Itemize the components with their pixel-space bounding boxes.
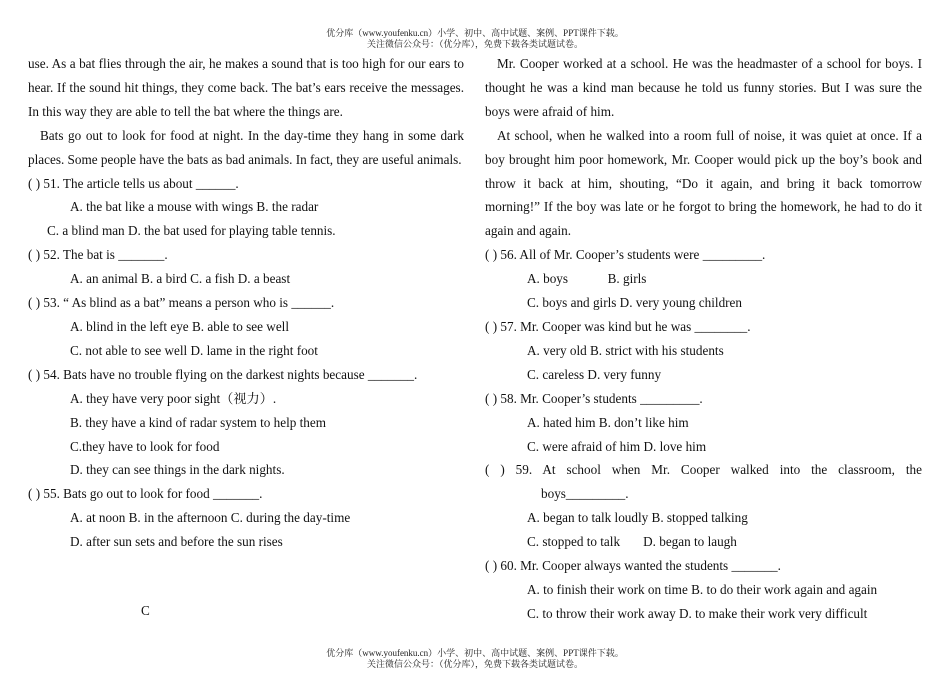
question-54-option-b: B. they have a kind of radar system to help them	[70, 414, 326, 430]
question-51: ( ) 51. The article tells us about ______.	[28, 175, 239, 191]
question-54-option-a: A. they have very poor sight（视力）.	[70, 390, 277, 406]
question-60-options-ab: A. to finish their work on time B. to do their work again and again	[527, 581, 878, 597]
question-52-options: A. an animal B. a bird C. a fish D. a beast	[70, 271, 291, 287]
question-55: ( ) 55. Bats go out to look for food _______.	[28, 486, 263, 502]
question-53-options-cd: C. not able to see well D. lame in the right foot	[70, 342, 318, 358]
question-59: ( ) 59. At school when Mr. Cooper walked into the classroom, the	[485, 462, 922, 478]
question-59-options-cd: C. stopped to talk D. began to laugh	[527, 534, 737, 550]
right-column	[485, 52, 922, 626]
section-c-heading: C	[141, 603, 150, 618]
passage-c-paragraph-1: Mr. Cooper worked at a school. He was the headmaster of a school for boys. I thought he was a kind man because he told us funny stories. But I was sure the boys were afraid of him.	[485, 56, 922, 119]
question-59-options-ab: A. began to talk loudly B. stopped talking	[527, 510, 748, 526]
question-57-options-cd: C. careless D. very funny	[527, 366, 662, 382]
question-60: ( ) 60. Mr. Cooper always wanted the students _______.	[485, 558, 781, 574]
question-59-continued: boys_________.	[541, 486, 629, 502]
question-57: ( ) 57. Mr. Cooper was kind but he was ________.	[485, 318, 751, 334]
question-56-options-cd: C. boys and girls D. very young children	[527, 295, 742, 311]
question-51-options-ab: A. the bat like a mouse with wings B. the radar	[70, 199, 319, 215]
question-58-options-ab: A. hated him B. don’t like him	[527, 414, 689, 430]
question-58: ( ) 58. Mr. Cooper’s students _________.	[485, 390, 703, 406]
question-55-option-d: D. after sun sets and before the sun rises	[70, 534, 283, 550]
passage-c-paragraph-2: At school, when he walked into a room full of noise, it was quiet at once. If a boy brought him poor homework, Mr. Cooper would pick up the boy’s book and throw it back at him, shouting, “Do it again, and bring it back tomorrow morning!” If the boy was late or he forgot to bring the homework, he had to do it again and again.	[485, 127, 922, 239]
page-footer	[0, 648, 950, 670]
passage-b-continued: use. As a bat flies through the air, he makes a sound that is too high for our ears to hear. If the sound hit things, they come back. The bat’s ears receive the messages. In this way they are able to tell the bat where the things are.	[28, 56, 464, 119]
question-56-options-ab: A. boys B. girls	[527, 271, 647, 287]
header-line-1: 优分库（www.youfenku.cn）小学、初中、高中试题、案例、PPT课件下载。	[326, 28, 624, 38]
question-51-options-cd: C. a blind man D. the bat used for playing table tennis.	[47, 223, 336, 239]
question-52: ( ) 52. The bat is _______.	[28, 247, 168, 263]
question-58-options-cd: C. were afraid of him D. love him	[527, 438, 707, 454]
question-54-option-c: C.they have to look for food	[70, 438, 220, 454]
footer-line-1: 优分库（www.youfenku.cn）小学、初中、高中试题、案例、PPT课件下载。	[326, 648, 624, 658]
question-57-options-ab: A. very old B. strict with his students	[527, 342, 724, 358]
question-53-options-ab: A. blind in the left eye B. able to see well	[70, 318, 289, 334]
footer-line-2: 关注微信公众号：（优分库），免费下载各类试题试卷。	[366, 659, 583, 669]
question-60-options-cd: C. to throw their work away D. to make their work very difficult	[527, 605, 868, 621]
header-line-2: 关注微信公众号：（优分库），免费下载各类试题试卷。	[366, 39, 583, 49]
question-54: ( ) 54. Bats have no trouble flying on the darkest nights because _______.	[28, 366, 418, 382]
question-55-options-abc: A. at noon B. in the afternoon C. during the day-time	[70, 510, 351, 526]
question-56: ( ) 56. All of Mr. Cooper’s students were _________.	[485, 247, 766, 263]
passage-b-paragraph: Bats go out to look for food at night. In the day-time they hang in some dark places. Some people have the bats as bad animals. In fact, they are useful animals.	[28, 127, 464, 167]
question-53: ( ) 53. “ As blind as a bat” means a person who is ______.	[28, 295, 335, 311]
question-54-option-d: D. they can see things in the dark nights.	[70, 462, 285, 478]
left-column	[28, 52, 464, 554]
page-header	[0, 28, 950, 50]
